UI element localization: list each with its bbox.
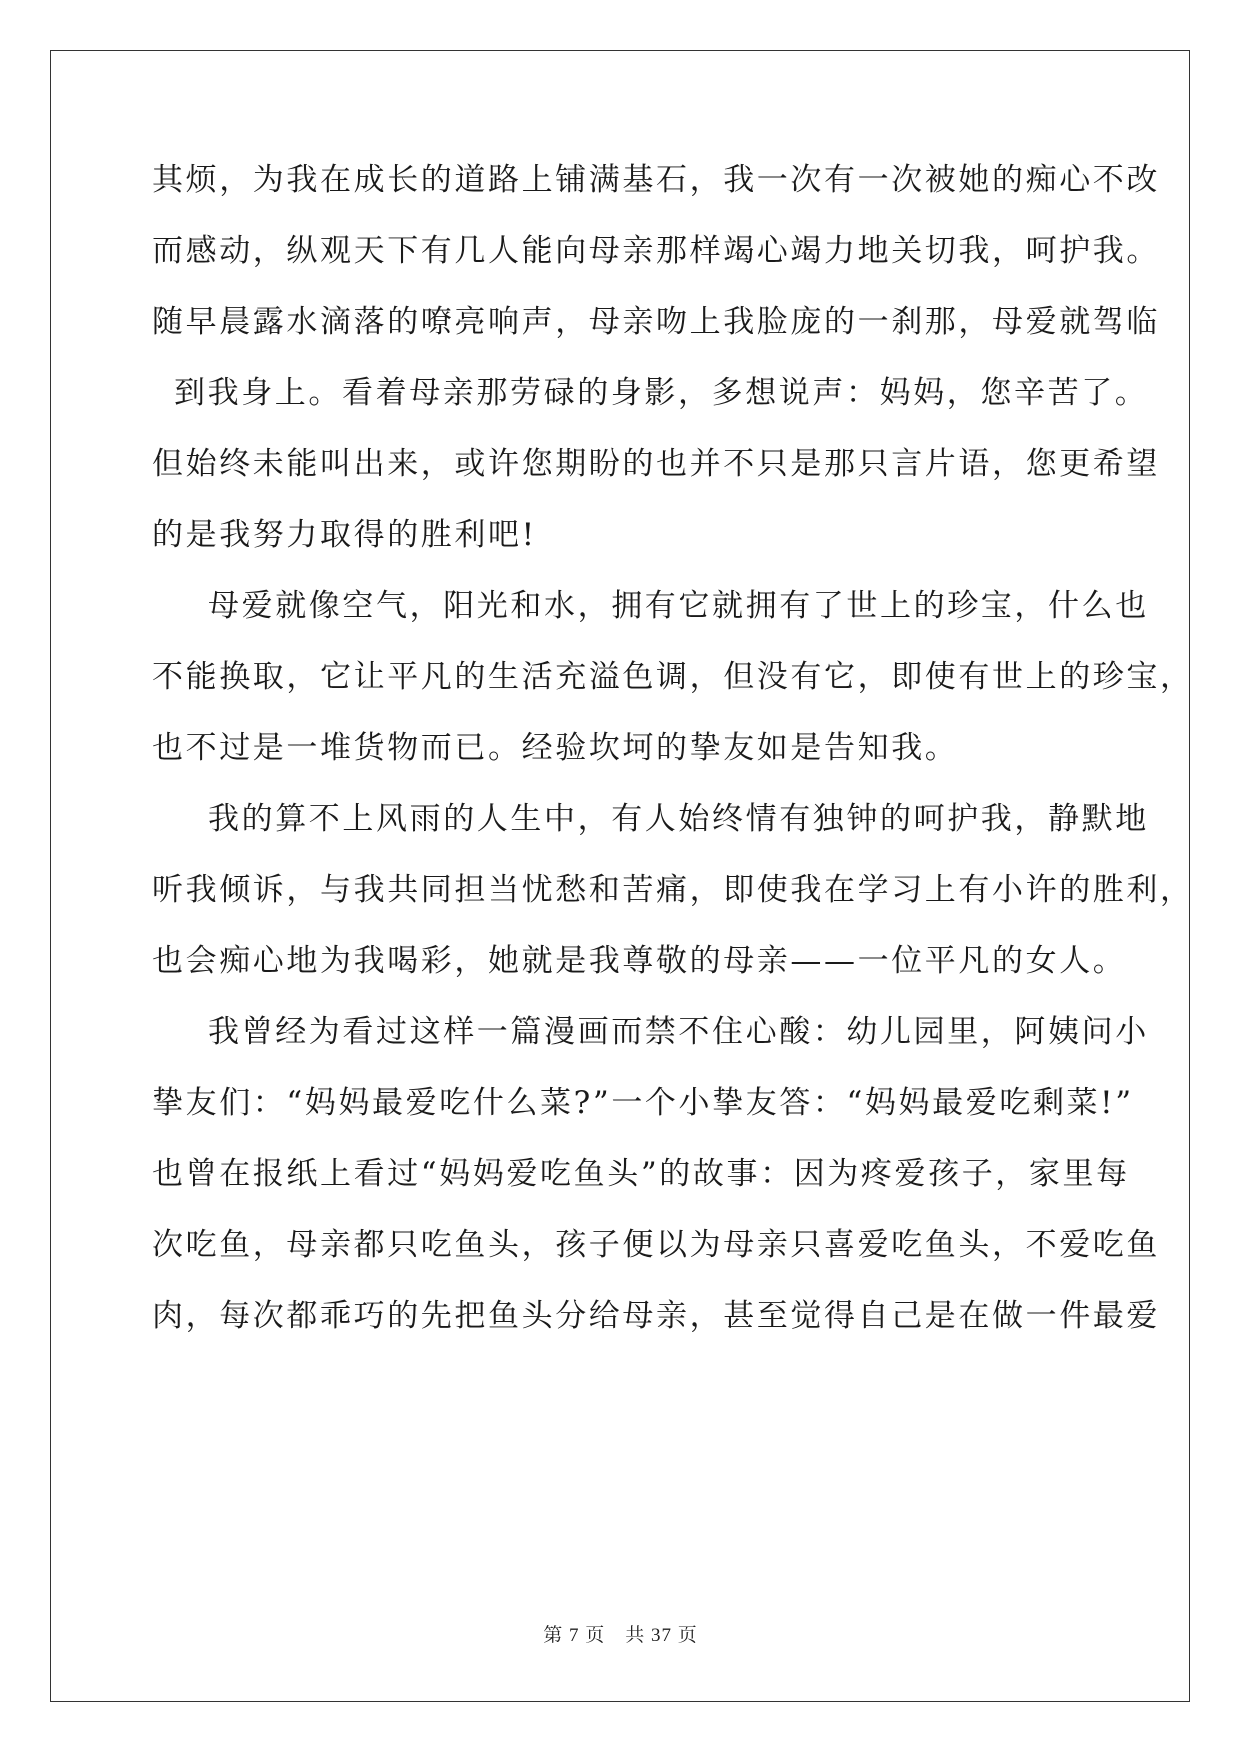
text-line: 的是我努力取得的胜利吧! [152, 517, 537, 553]
text-line: 也不过是一堆货物而已。经验坎坷的挚友如是告知我。 [152, 730, 959, 766]
text-line: 次吃鱼，母亲都只吃鱼头，孩子便以为母亲只喜爱吃鱼头，不爱吃鱼 [152, 1227, 1160, 1263]
text-line: 肉，每次都乖巧的先把鱼头分给母亲，甚至觉得自己是在做一件最爱 [152, 1298, 1160, 1334]
text-line: 但始终未能叫出来，或许您期盼的也并不只是那只言片语，您更希望 [152, 446, 1160, 482]
text-line: 挚友们：“妈妈最爱吃什么菜?”一个小挚友答：“妈妈最爱吃剩菜!” [152, 1085, 1134, 1121]
text-line: 而感动，纵观天下有几人能向母亲那样竭心竭力地关切我，呵护我。 [152, 233, 1160, 269]
text-line: 其烦，为我在成长的道路上铺满基石，我一次有一次被她的痴心不改 [152, 162, 1160, 198]
page-number-footer: 第 7 页 共 37 页 [543, 1625, 698, 1646]
text-line: 到我身上。看着母亲那劳碌的身影，多想说声：妈妈，您辛苦了。 [174, 375, 1149, 411]
text-line: 也会痴心地为我喝彩，她就是我尊敬的母亲——一位平凡的女人。 [152, 943, 1127, 979]
paragraph-start-line: 我的算不上风雨的人生中，有人始终情有独钟的呵护我，静默地 [208, 801, 1149, 837]
text-line: 也曾在报纸上看过“妈妈爱吃鱼头”的故事：因为疼爱孩子，家里每 [152, 1156, 1130, 1192]
text-line: 不能换取，它让平凡的生活充溢色调，但没有它，即使有世上的珍宝， [152, 659, 1194, 695]
paragraph-start-line: 母爱就像空气，阳光和水，拥有它就拥有了世上的珍宝，什么也 [208, 588, 1149, 624]
paragraph-start-line: 我曾经为看过这样一篇漫画而禁不住心酸：幼儿园里，阿姨问小 [208, 1014, 1149, 1050]
text-line: 听我倾诉，与我共同担当忧愁和苦痛，即使我在学习上有小许的胜利， [152, 872, 1194, 908]
text-line: 随早晨露水滴落的嘹亮响声，母亲吻上我脸庞的一刹那，母爱就驾临 [152, 304, 1160, 340]
